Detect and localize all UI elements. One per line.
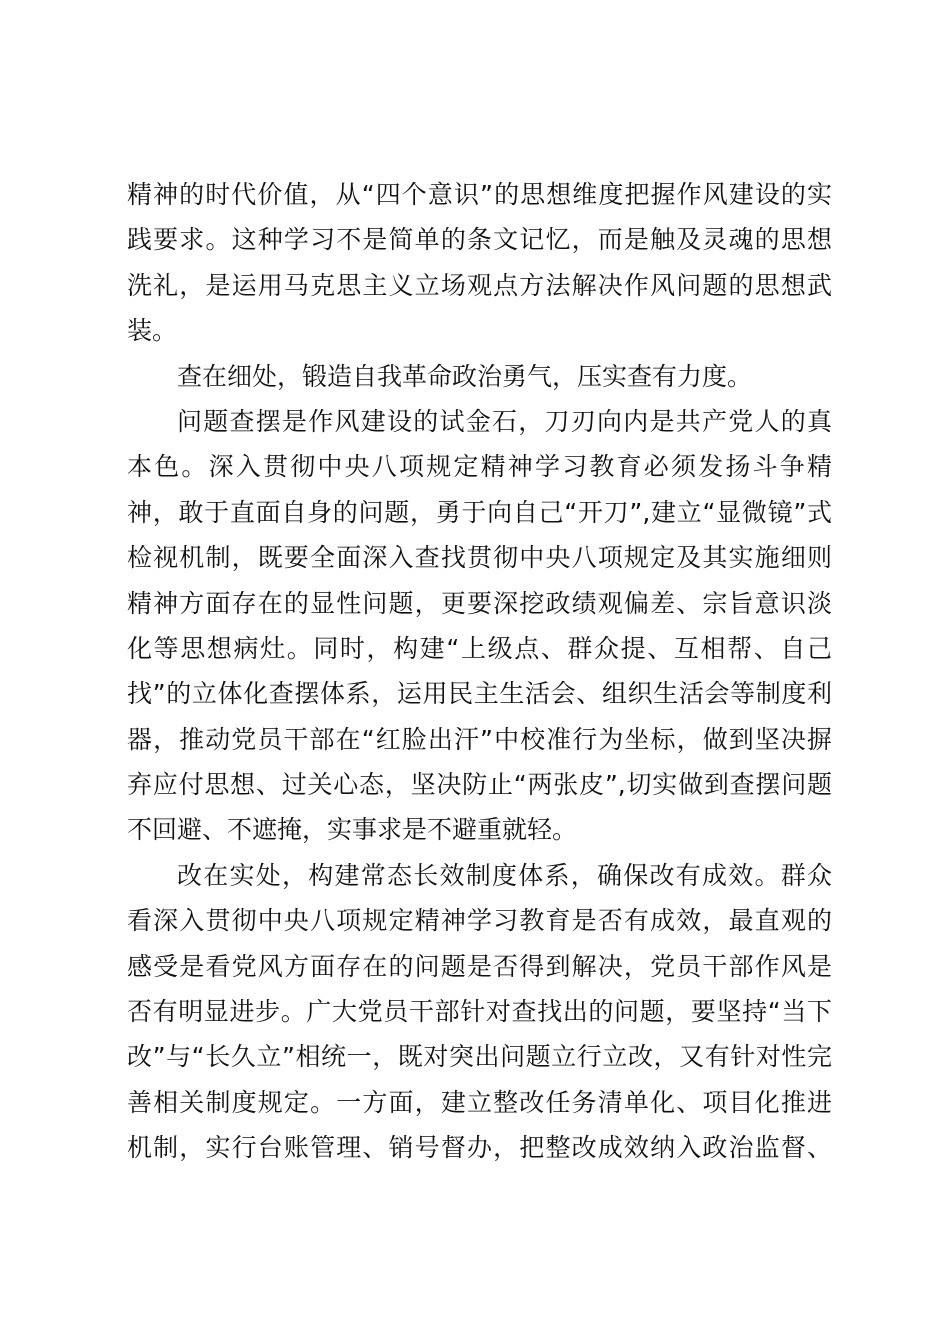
text-line: 器，推动党员干部在“红脸出汗”中校准行为坐标，做到坚决摒 [127, 724, 832, 754]
text-line: 本色。深入贯彻中央八项规定精神学习教育必须发扬斗争精 [127, 452, 832, 482]
text-line: 问题查摆是作风建设的试金石，刀刃向内是共产党人的真 [177, 406, 832, 436]
text-line: 践要求。这种学习不是简单的条文记忆，而是触及灵魂的思想 [127, 225, 832, 255]
text-line: 弃应付思想、过关心态，坚决防止“两张皮”,切实做到查摆问题 [127, 770, 832, 800]
text-line: 精神方面存在的显性问题，更要深挖政绩观偏差、宗旨意识淡 [127, 588, 832, 618]
document-body [127, 172, 832, 1171]
text-line: 感受是看党风方面存在的问题是否得到解决，党员干部作风是 [127, 951, 832, 981]
text-line: 神，敢于直面自身的问题，勇于向自己“开刀”,建立“显微镜”式 [127, 497, 832, 527]
paragraph-4 [127, 853, 832, 1171]
text-line: 查在细处，锻造自我革命政治勇气，压实查有力度。 [177, 361, 753, 391]
text-line: 装。 [127, 316, 178, 346]
text-line: 改在实处，构建常态长效制度体系，确保改有成效。群众 [177, 860, 832, 890]
paragraph-2-heading [127, 354, 832, 399]
text-line: 精神的时代价值，从“四个意识”的思想维度把握作风建设的实 [127, 180, 832, 209]
paragraph-3 [127, 399, 832, 853]
text-line: 善相关制度规定。一方面，建立整改任务清单化、项目化推进 [127, 1087, 832, 1117]
text-line: 检视机制，既要全面深入查找贯彻中央八项规定及其实施细则 [127, 543, 832, 573]
text-line: 化等思想病灶。同时，构建“上级点、群众提、互相帮、自己 [127, 633, 832, 663]
text-line: 找”的立体化查摆体系，运用民主生活会、组织生活会等制度利 [127, 679, 832, 709]
text-line: 不回避、不遮掩，实事求是不避重就轻。 [127, 815, 578, 845]
text-line: 否有明显进步。广大党员干部针对查找出的问题，要坚持“当下 [127, 997, 832, 1027]
text-line: 机制，实行台账管理、销号督办，把整改成效纳入政治监督、 [127, 1133, 832, 1163]
text-line: 看深入贯彻中央八项规定精神学习教育是否有成效，最直观的 [127, 906, 832, 936]
text-line: 洗礼，是运用马克思主义立场观点方法解决作风问题的思想武 [127, 270, 832, 300]
paragraph-1 [127, 172, 832, 354]
text-line: 改”与“长久立”相统一，既对突出问题立行立改，又有针对性完 [127, 1042, 832, 1072]
